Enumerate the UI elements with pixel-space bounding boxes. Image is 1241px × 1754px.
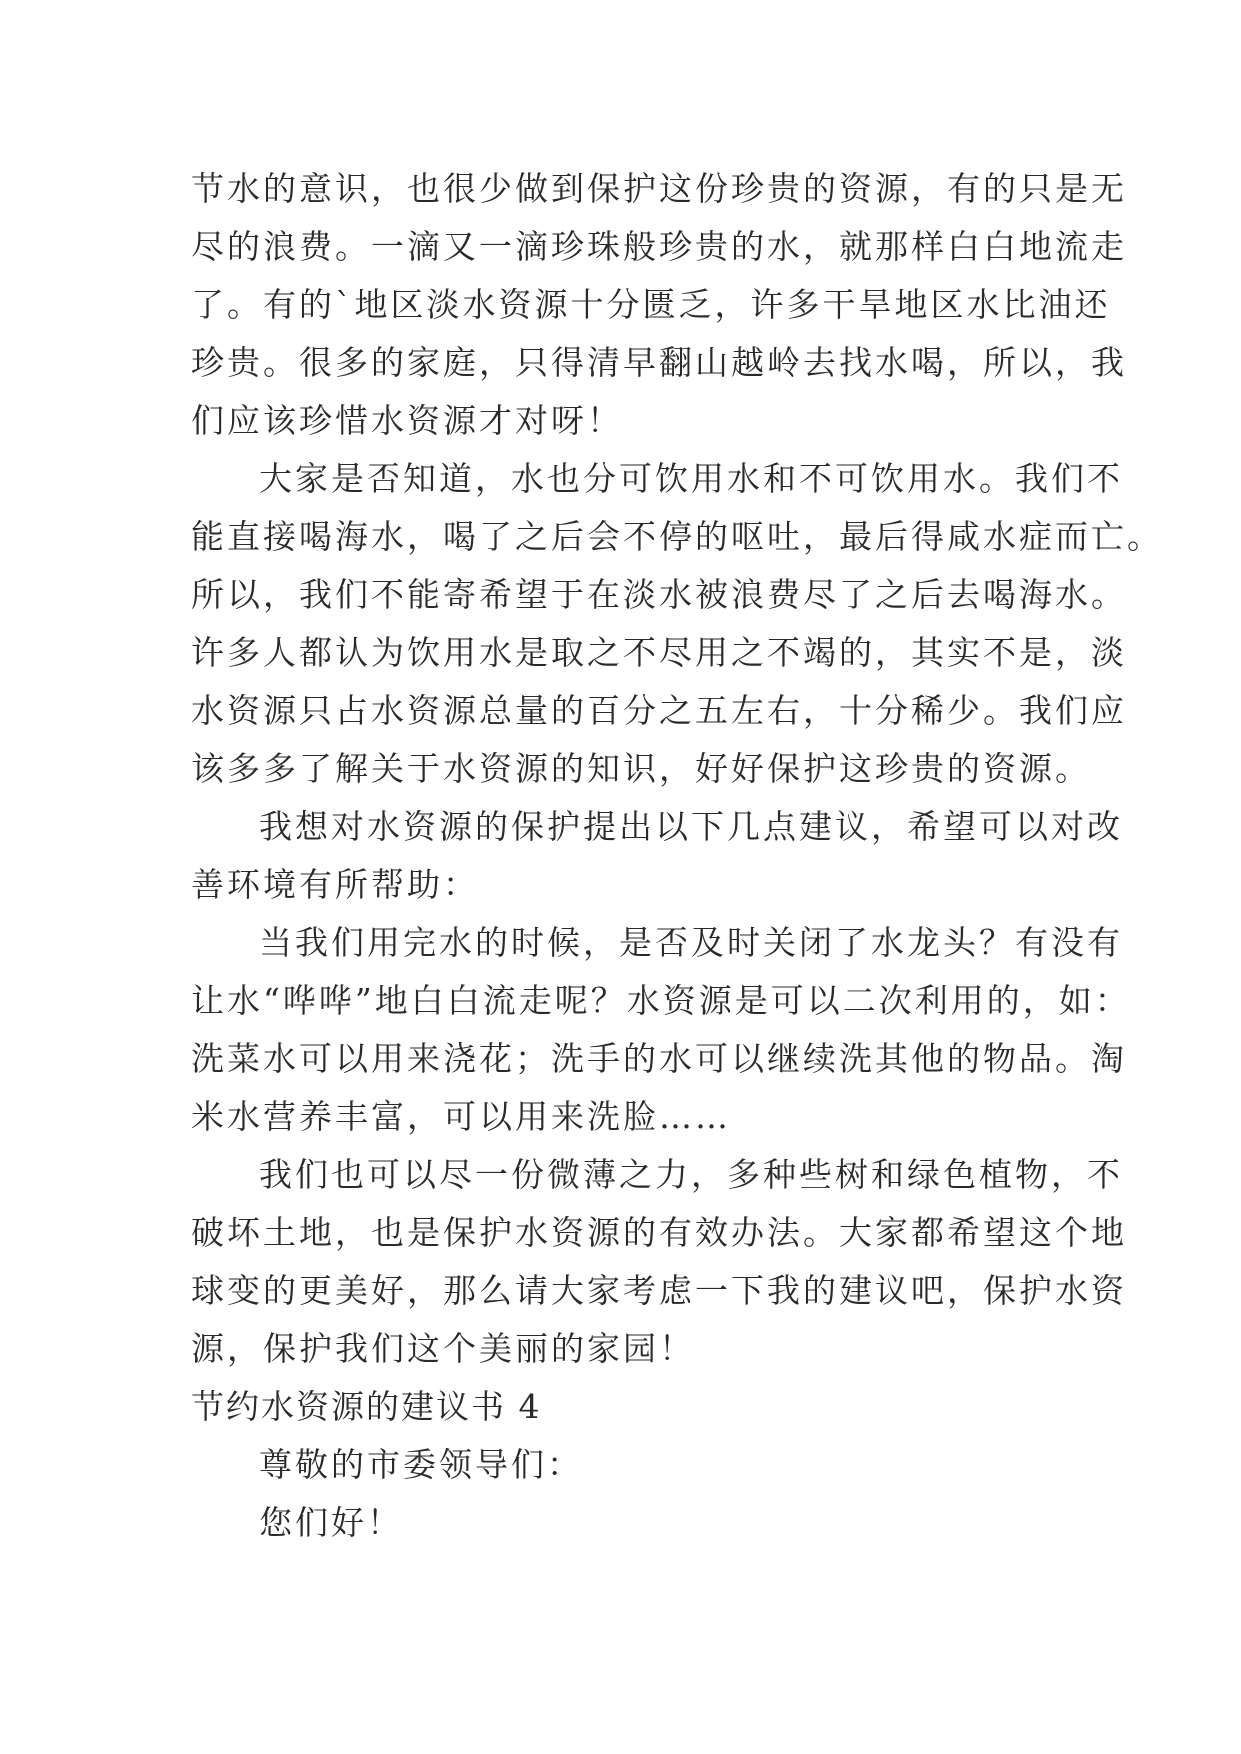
text-line: 源，保护我们这个美丽的家园！ — [191, 1329, 695, 1368]
text-line: 许多人都认为饮用水是取之不尽用之不竭的，其实不是，淡 — [191, 633, 1127, 672]
text-line: 节水的意识，也很少做到保护这份珍贵的资源，有的只是无 — [191, 169, 1127, 208]
text-line: 尽的浪费。一滴又一滴珍珠般珍贵的水，就那样白白地流走 — [191, 227, 1127, 266]
text-line: 让水“哗哗”地白白流走呢？水资源是可以二次利用的，如： — [191, 981, 1131, 1020]
text-line: 洗菜水可以用来浇花；洗手的水可以继续洗其他的物品。淘 — [191, 1039, 1127, 1078]
paragraph — [191, 450, 1163, 798]
paragraph — [191, 914, 1131, 1146]
text-line: 您们好！ — [259, 1503, 403, 1542]
text-line: 米水营养丰富，可以用来洗脸…… — [191, 1097, 731, 1136]
text-line: 了。有的`地区淡水资源十分匮乏，许多干旱地区水比油还 — [191, 285, 1111, 324]
greeting — [191, 1494, 1071, 1552]
text-line: 该多多了解关于水资源的知识，好好保护这珍贵的资源。 — [191, 749, 1091, 788]
text-line: 善环境有所帮助： — [191, 865, 479, 904]
text-line: 我想对水资源的保护提出以下几点建议，希望可以对改 — [259, 807, 1123, 846]
paragraph — [191, 1146, 1127, 1378]
paragraph-continued — [191, 160, 1127, 450]
text-line: 水资源只占水资源总量的百分之五左右，十分稀少。我们应 — [191, 691, 1127, 730]
document-body — [191, 160, 1163, 1552]
text-line: 我们也可以尽一份微薄之力，多种些树和绿色植物，不 — [259, 1155, 1123, 1194]
text-line: 破坏土地，也是保护水资源的有效办法。大家都希望这个地 — [191, 1213, 1127, 1252]
text-line: 能直接喝海水，喝了之后会不停的呕吐，最后得咸水症而亡。 — [191, 517, 1163, 556]
text-line: 们应该珍惜水资源才对呀！ — [191, 401, 623, 440]
text-line: 当我们用完水的时候，是否及时关闭了水龙头？有没有 — [259, 923, 1123, 962]
text-line: 尊敬的市委领导们： — [259, 1445, 583, 1484]
text-line: 球变的更美好，那么请大家考虑一下我的建议吧，保护水资 — [191, 1271, 1127, 1310]
text-line: 大家是否知道，水也分可饮用水和不可饮用水。我们不 — [259, 459, 1123, 498]
paragraph — [191, 798, 1123, 914]
section-heading — [191, 1378, 1071, 1436]
salutation — [191, 1436, 1071, 1494]
text-line: 珍贵。很多的家庭，只得清早翻山越岭去找水喝，所以，我 — [191, 343, 1127, 382]
text-line: 所以，我们不能寄希望于在淡水被浪费尽了之后去喝海水。 — [191, 575, 1127, 614]
heading-text: 节约水资源的建议书 4 — [191, 1387, 542, 1426]
